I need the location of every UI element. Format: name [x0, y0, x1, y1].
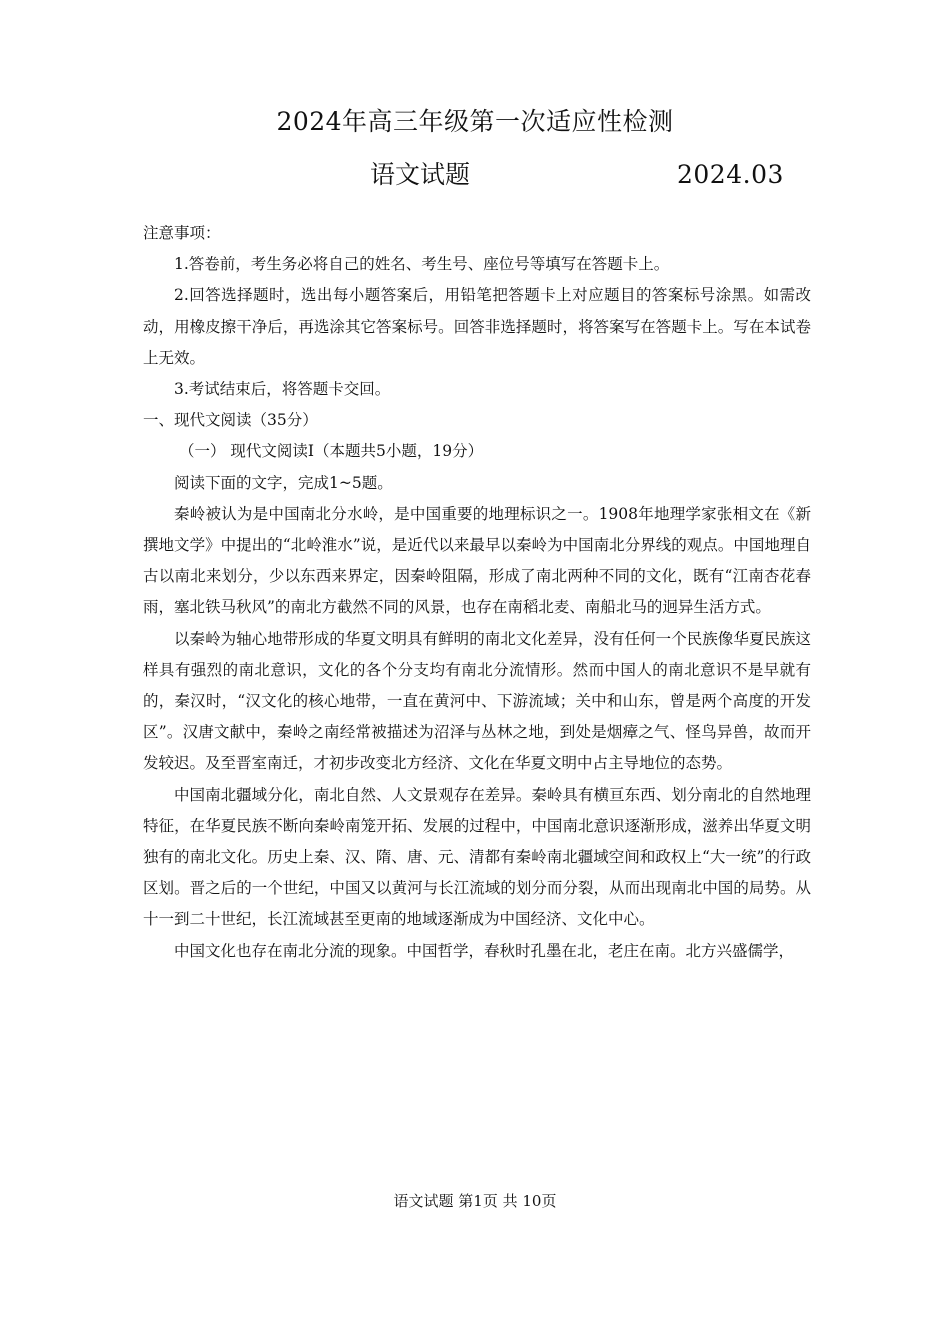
section-heading: 一、现代文阅读（35分） [143, 411, 318, 430]
notice-item-2: 2.回答选择题时，选出每小题答案后，用铅笔把答题卡上对应题目的答案标号涂黑。如需改动，用橡皮擦干净后，再选涂其它答案标号。回答非选择题时，将答案写在答题卡上。写在本试卷上无效。 [143, 286, 811, 367]
notice-heading: 注意事项： [143, 224, 221, 242]
passage-paragraph-3: 中国南北疆域分化，南北自然、人文景观存在差异。秦岭具有横亘东西、划分南北的自然地理特征，在华夏民族不断向秦岭南笼开拓、发展的过程中，中国南北意识逐渐形成，滋养出华夏文明独有的南北文化。历史上秦、汉、隋、唐、元、清都有秦岭南北疆域空间和政权上“大一统”的行政区划。晋之后的一个世纪，中国又以黄河与长江流域的划分而分裂，从而出现南北中国的局势。从十一到二十世纪，长江流域甚至更南的地域逐渐成为中国经济、文化中心。 [143, 785, 811, 929]
notice-item-1: 1.答卷前，考生务必将自己的姓名、考生号、座位号等填写在答题卡上。 [174, 255, 670, 274]
notice-item-3: 3.考试结束后，将答题卡交回。 [174, 380, 391, 399]
page-footer: 语文试题 第1页 共 10页 [393, 1192, 557, 1210]
exam-body [143, 218, 811, 967]
section-sub-heading: （一） 现代文阅读Ⅰ（本题共5小题，19分） [179, 442, 484, 461]
subject-title: 语文试题 [370, 160, 471, 189]
passage-paragraph-4: 中国文化也存在南北分流的现象。中国哲学，春秋时孔墨在北，老庄在南。北方兴盛儒学， [174, 941, 795, 960]
exam-date: 2024.03 [677, 160, 784, 189]
passage-paragraph-1: 秦岭被认为是中国南北分水岭，是中国重要的地理标识之一。1908年地理学家张相文在《新撰地文学》中提出的“北岭淮水”说，是近代以来最早以秦岭为中国南北分界线的观点。中国地理自古以南北来划分，少以东西来界定，因秦岭阻隔，形成了南北两种不同的文化，既有“江南杏花春雨，塞北铁马秋风”的南北方截然不同的风景，也存在南稻北麦、南船北马的迥异生活方式。 [143, 504, 811, 617]
reading-instruction: 阅读下面的文字，完成1~5题。 [174, 473, 393, 492]
exam-title: 2024年高三年级第一次适应性检测 [276, 107, 674, 136]
passage-paragraph-2: 以秦岭为轴心地带形成的华夏文明具有鲜明的南北文化差异，没有任何一个民族像华夏民族这样具有强烈的南北意识，文化的各个分支均有南北分流情形。然而中国人的南北意识不是早就有的，秦汉时，“汉文化的核心地带，一直在黄河中、下游流域；关中和山东，曾是两个高度的开发区”。汉唐文献中，秦岭之南经常被描述为沼泽与丛林之地，到处是烟瘴之气、怪鸟异兽，故而开发较迟。及至晋室南迁，才初步改变北方经济、文化在华夏文明中占主导地位的态势。 [143, 629, 811, 773]
